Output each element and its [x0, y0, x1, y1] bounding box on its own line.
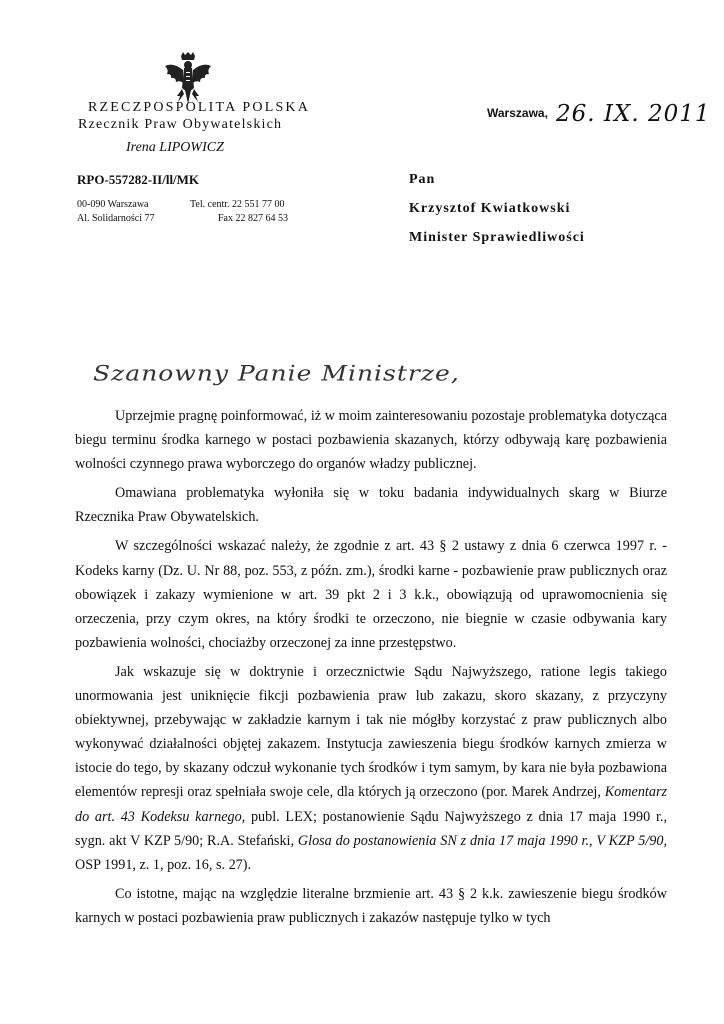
paragraph-4-gloss-title: Glosa do postanowienia SN z dnia 17 maja 1990 r., V KZP 5/90, — [297, 832, 667, 849]
reference-number: RPO-557282-II/ll/MK — [77, 172, 200, 187]
handwritten-date: 26. IX. 2011 — [556, 101, 711, 127]
paragraph-4-citation-title: Komentarz do art. 43 Kodeksu karnego, — [75, 784, 667, 825]
recipient-position: Minister Sprawiedliwości — [409, 230, 585, 245]
paragraph-1: Uprzejmie pragnę poinformować, iż w moim zainteresowaniu pozostaje problematyka dotycząca biegu terminu środka karnego w postaci pozbawienia skazanych, którzy odbywają karę pozbawienia wolności czynnego prawa wyborczego do organów władzy publicznej. — [75, 408, 667, 473]
paragraph-4-text-e: OSP 1991, z. 1, poz. 16, s. 27). — [75, 856, 252, 873]
country-heading: RZECZPOSPOLITA POLSKA — [88, 100, 311, 115]
handwritten-salutation: Szanowny Panie Ministrze, — [93, 361, 460, 386]
telephone-number: Tel. centr. 22 551 77 00 — [190, 199, 285, 210]
paragraph-4-text-c: publ. LEX; postanowienie Sądu Najwyższego z dnia 17 maja 1990 r., sygn. akt V KZP 5/90; R.A. Stefański, — [75, 808, 667, 849]
recipient-title: Pan — [409, 172, 436, 187]
address-line-2: Al. Solidarności 77 — [77, 213, 155, 224]
paragraph-3: W szczególności wskazać należy, że zgodnie z art. 43 § 2 ustawy z dnia 6 czerwca 1997 r. - Kodeks karny (Dz. U. Nr 88, poz. 553, z późn. zm.), środki karne - pozbawienie praw publicznych oraz obowiązek i zakazy wymienione w art. 39 pkt 2 i 3 k.k., obowiązują od uprawomocnienia się orzeczenia, przy czym okres, na który środki te orzeczono, nie biegnie w czasie odbywania kary pozbawienia wolności, chociażby orzeczonej za inne przestępstwo. — [75, 538, 667, 651]
polish-eagle-emblem-icon — [163, 52, 213, 106]
fax-number: Fax 22 827 64 53 — [218, 213, 288, 224]
city-label: Warszawa, — [487, 106, 548, 120]
recipient-name: Krzysztof Kwiatkowski — [409, 201, 571, 216]
paragraph-4-text-a: Jak wskazuje się w doktrynie i orzecznictwie Sądu Najwyższego, ratione legis takiego unormowania jest uniknięcie fikcji pozbawienia praw lub zakazu, skoro skazany, z przyczyny obiektywnej, przebywając w zakładzie karnym i tak nie mógłby korzystać z praw publicznych albo wykonywać działalności objętej zakazem. Instytucja zawieszenia biegu środków karnych zmierza w istocie do tego, by skazany odczuł wykonanie tych środków i tym samym, by kara nie była pozbawiona elementów represji oraz spełniała swoje cele, dla których ją orzeczono (por. Marek Andrzej, — [75, 663, 667, 801]
letter-body — [75, 404, 667, 930]
paragraph-2: Omawiana problematyka wyłoniła się w toku badania indywidualnych skarg w Biurze Rzecznika Praw Obywatelskich. — [75, 485, 667, 526]
office-name: Rzecznik Praw Obywatelskich — [78, 117, 283, 132]
paragraph-4 — [75, 660, 667, 877]
paragraph-5: Co istotne, mając na względzie literalne brzmienie art. 43 § 2 k.k. zawieszenie biegu środków karnych w postaci pozbawienia praw publicznych i zakazów następuje tylko w tych — [75, 885, 667, 926]
ombudsman-name: Irena LIPOWICZ — [126, 140, 224, 155]
address-line-1: 00-090 Warszawa — [77, 199, 149, 210]
